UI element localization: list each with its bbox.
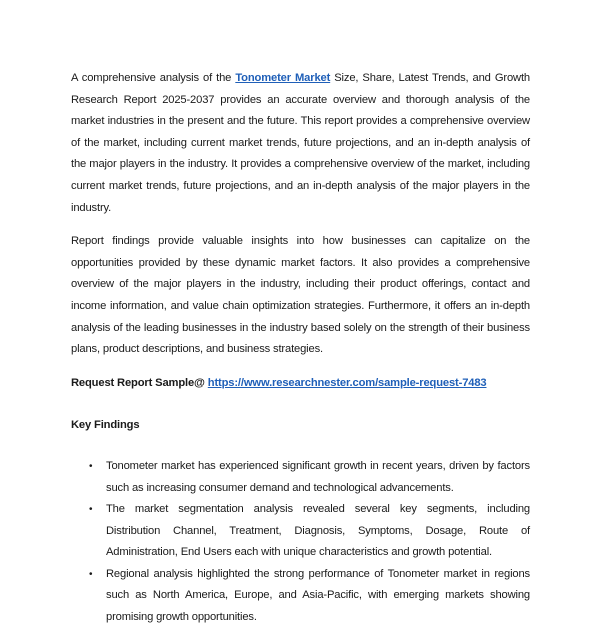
- document-page: [71, 68, 530, 629]
- request-sample-label: Request Report Sample@: [71, 376, 208, 389]
- report-findings-paragraph: Report findings provide valuable insights into how businesses can capitalize on the opportunities provided by these dynamic market factors. It also provides a comprehensive overview of the major players in the industry, including their product offerings, contact and income information, and value chain optimization strategies. Furthermore, it offers an in-depth analysis of the leading businesses in the industry based solely on the strength of their business plans, product descriptions, and business strategies.: [71, 235, 530, 356]
- finding-text: Regional analysis highlighted the strong performance of Tonometer market in regions such as North America, Europe, and Asia-Pacific, with emerging markets showing promising growth opportunities.: [106, 567, 530, 624]
- key-findings-heading: Key Findings: [71, 419, 140, 432]
- finding-text: Tonometer market has experienced significant growth in recent years, driven by factors such as increasing consumer demand and technological advancements.: [106, 459, 530, 494]
- intro-suffix: Size, Share, Latest Trends, and Growth Research Report 2025-2037 provides an accurate overview and thorough analysis of the market industries in the present and the future. This report provides a comprehensive overview of the market, including current market trends, future projections, and an in-depth analysis of the major players in the industry. It provides a comprehensive overview of the market, including current market trends, future projections, and an in-depth analysis of the major players in the industry.: [71, 72, 530, 214]
- intro-prefix: A comprehensive analysis of the: [71, 72, 236, 84]
- finding-text: The market segmentation analysis revealed several key segments, including Distribution Channel, Treatment, Diagnosis, Symptoms, Dosage, Route of Administration, End Users each with unique characteristics and growth potential.: [106, 503, 530, 559]
- list-item: [71, 564, 530, 629]
- intro-paragraph: [71, 68, 530, 219]
- bullet-icon: •: [89, 568, 93, 580]
- bullet-icon: •: [89, 460, 93, 472]
- sample-request-link[interactable]: https://www.researchnester.com/sample-request-7483: [207, 376, 487, 389]
- list-item: [71, 499, 530, 564]
- key-findings-list: [71, 456, 530, 629]
- list-item: [71, 456, 530, 499]
- request-sample-line: [71, 373, 530, 395]
- bullet-icon: •: [89, 504, 93, 516]
- tonometer-market-link[interactable]: Tonometer Market: [235, 72, 331, 84]
